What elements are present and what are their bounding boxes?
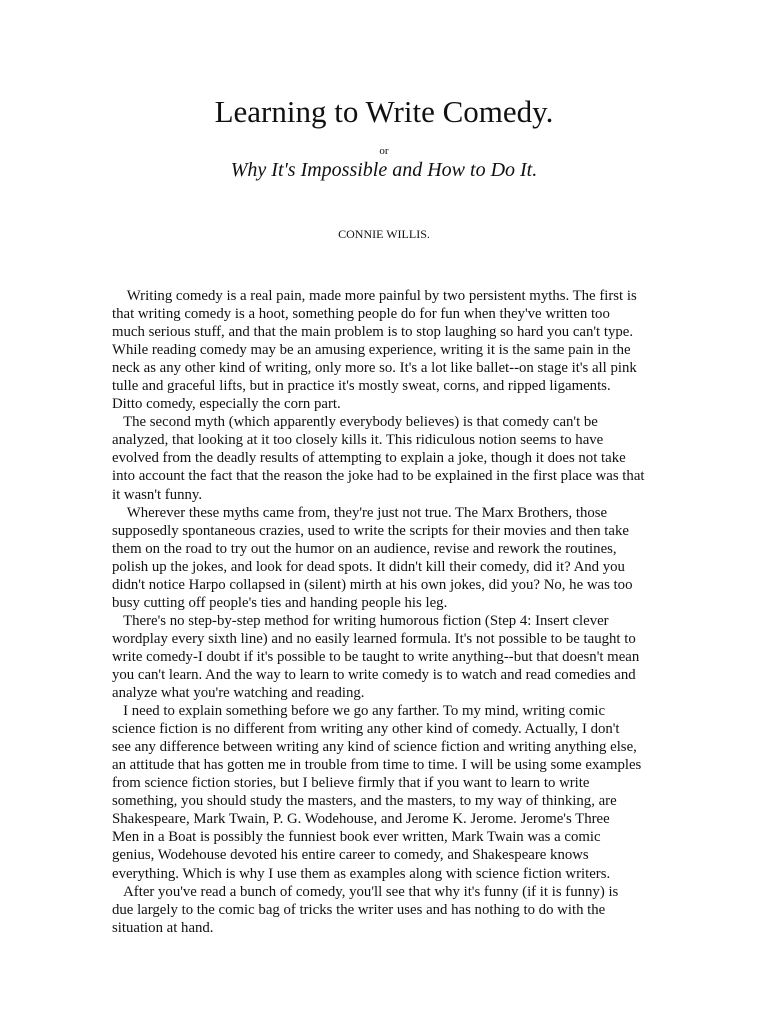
paragraph: [112, 883, 657, 937]
text-line: an attitude that has gotten me in trouble from time to time. I will be using some examples: [112, 757, 642, 774]
text-line: There's no step-by-step method for writing humorous fiction (Step 4: Insert clever: [112, 612, 609, 629]
text-line: science fiction is no different from writing any other kind of comedy. Actually, I don't: [112, 721, 620, 738]
text-line: it wasn't funny.: [112, 486, 203, 503]
body-text: [112, 287, 657, 937]
text-line: everything. Which is why I use them as examples along with science fiction writers.: [112, 865, 611, 882]
or-label: or: [379, 145, 389, 157]
text-line: situation at hand.: [112, 919, 214, 936]
text-line: didn't notice Harpo collapsed in (silent) mirth at his own jokes, did you? No, he was too: [112, 576, 633, 593]
text-line: genius, Wodehouse devoted his entire career to comedy, and Shakespeare knows: [112, 847, 589, 864]
text-line: supposedly spontaneous crazies, used to write the scripts for their movies and then take: [112, 522, 629, 539]
text-line: wordplay every sixth line) and no easily learned formula. It's not possible to be taught to: [112, 630, 636, 647]
text-line: analyze what you're watching and reading.: [112, 685, 365, 702]
text-line: due largely to the comic bag of tricks the writer uses and has nothing to do with the: [112, 901, 606, 918]
text-line: analyzed, that looking at it too closely kills it. This ridiculous notion seems to have: [112, 432, 604, 449]
paragraph: [112, 413, 657, 503]
text-line: much serious stuff, and that the main problem is to stop laughing so hard you can't type.: [112, 324, 634, 341]
paragraph: [112, 702, 657, 882]
text-line: I need to explain something before we go any farther. To my mind, writing comic: [112, 703, 606, 720]
document-subtitle: Why It's Impossible and How to Do It.: [230, 159, 538, 181]
text-line: something, you should study the masters, and the masters, to my way of thinking, are: [112, 793, 617, 810]
text-line: them on the road to try out the humor on an audience, revise and rework the routines,: [112, 540, 617, 557]
paragraph: [112, 504, 657, 612]
paragraph: [112, 612, 657, 702]
author-name: CONNIE WILLIS.: [338, 227, 430, 241]
paragraph: [112, 287, 657, 413]
text-line: write comedy-I doubt if it's possible to be taught to write anything--but that doesn't mean: [112, 648, 640, 665]
text-line: neck as any other kind of writing, only more so. It's a lot like ballet--on stage it's all pink: [112, 360, 637, 377]
text-line: The second myth (which apparently everybody believes) is that comedy can't be: [112, 414, 598, 431]
document-title: Learning to Write Comedy.: [214, 94, 554, 129]
text-line: into account the fact that the reason the joke had to be explained in the first place was that: [112, 468, 645, 485]
text-line: evolved from the deadly results of attempting to explain a joke, though it does not take: [112, 450, 626, 467]
text-line: Shakespeare, Mark Twain, P. G. Wodehouse, and Jerome K. Jerome. Jerome's Three: [112, 811, 610, 828]
text-line: busy cutting off people's ties and handing people his leg.: [112, 594, 448, 611]
text-line: from science fiction stories, but I believe firmly that if you want to learn to write: [112, 775, 590, 792]
text-line: polish up the jokes, and look for dead spots. It didn't kill their comedy, did it? And you: [112, 558, 625, 575]
text-line: After you've read a bunch of comedy, you'll see that why it's funny (if it is funny) is: [112, 883, 619, 900]
text-line: Ditto comedy, especially the corn part.: [112, 396, 341, 413]
text-line: see any difference between writing any kind of science fiction and writing anything else,: [112, 739, 637, 756]
text-line: you can't learn. And the way to learn to write comedy is to watch and read comedies and: [112, 666, 636, 683]
text-line: Wherever these myths came from, they're just not true. The Marx Brothers, those: [112, 504, 608, 521]
text-line: Writing comedy is a real pain, made more painful by two persistent myths. The first is: [112, 288, 637, 304]
text-line: Men in a Boat is possibly the funniest book ever written, Mark Twain was a comic: [112, 829, 601, 846]
text-line: tulle and graceful lifts, but in practice it's mostly sweat, corns, and ripped ligaments.: [112, 378, 611, 395]
text-line: that writing comedy is a hoot, something people do for fun when they've written too: [112, 306, 610, 323]
text-line: While reading comedy may be an amusing experience, writing it is the same pain in the: [112, 342, 631, 359]
